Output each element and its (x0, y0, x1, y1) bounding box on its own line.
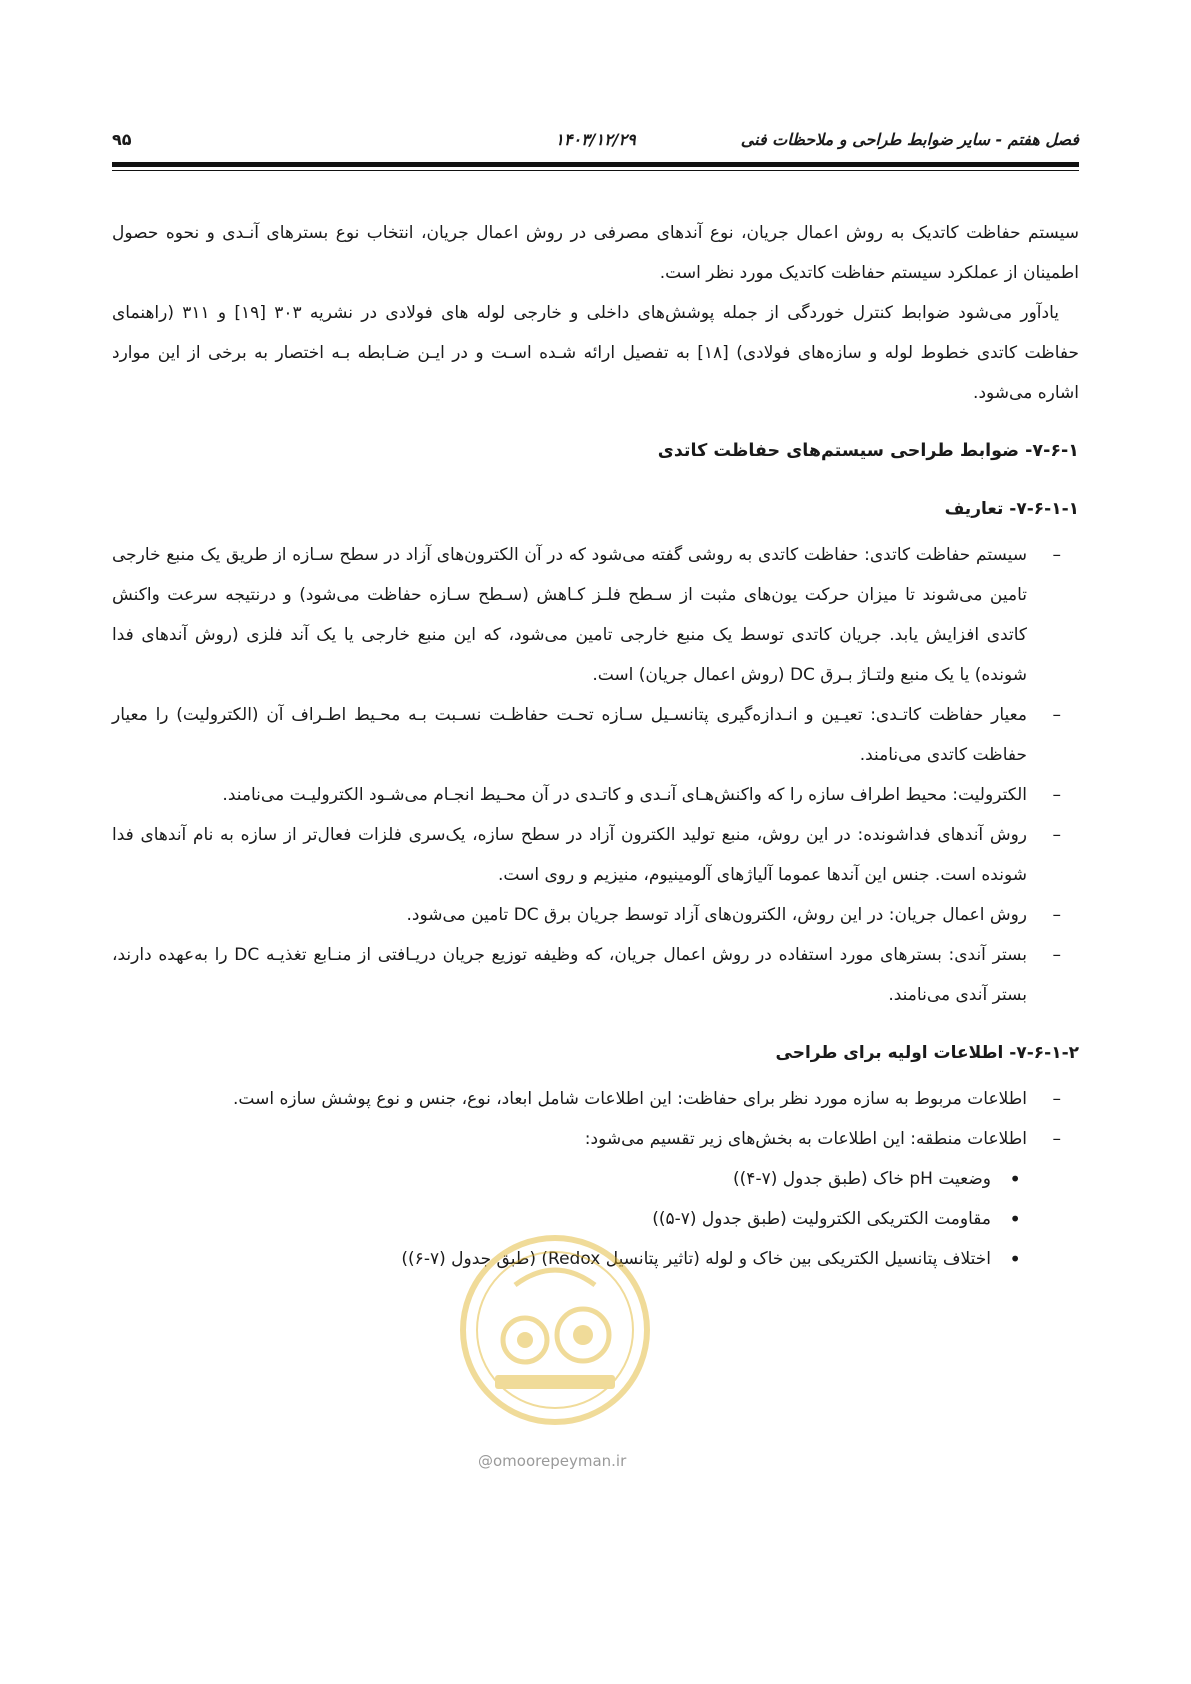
basics-list (112, 1079, 1079, 1159)
region-info-item: • وضعیت pH خاک (طبق جدول (۷-۴)) (112, 1159, 1079, 1199)
watermark-site: @omoorepeyman.ir (478, 1452, 627, 1470)
page-number: ۹۵ (112, 130, 132, 149)
definitions-list (112, 535, 1079, 1015)
basics-heading: ۷-۶-۱-۲- اطلاعات اولیه برای طراحی (775, 1043, 1079, 1063)
header-rule-thin (112, 170, 1079, 171)
region-info-list (112, 1159, 1079, 1279)
section-heading: ۷-۶-۱- ضوابط طراحی سیستم‌های حفاظت کاتدی (657, 441, 1079, 461)
definition-item: – روش اعمال جریان: در این روش، الکترون‌های آزاد توسط جریان برق DC تامین می‌شود. (112, 895, 1079, 935)
definition-item: – معیار حفاظت کاتـدی: تعیـین و انـدازه‌گیری پتانسـیل سـازه تحـت حفاظـت نسـبت بـه محـیط اطـراف آن (الکترولیت) را معیار حفاظت کاتدی می‌نامند. (112, 695, 1079, 775)
region-info-item: • مقاومت الکتریکی الکترولیت (طبق جدول (۷-۵)) (112, 1199, 1079, 1239)
definition-item: – بستر آندی: بسترهای مورد استفاده در روش اعمال جریان، که وظیفه توزیع جریان دریـافتی از منـابع تغذیـه DC را به‌عهده دارند، بستر آندی می‌نامند. (112, 935, 1079, 1015)
header-date: ۱۴۰۳/۱۲/۲۹ (555, 130, 636, 149)
definitions-heading: ۷-۶-۱-۱- تعاریف (944, 499, 1079, 519)
intro-paragraph-2: یادآور می‌شود ضوابط کنترل خوردگی از جمله پوشش‌های داخلی و خارجی لوله های فولادی در نشریه ۳۰۳ [۱۹] و ۳۱۱ (راهنمای حفاظت کاتدی خطوط لوله و سازه‌های فولادی) [۱۸] به تفصیل ارائه شـده اسـت و در ایـن ضـابطه بـه اختصار به برخی از این موارد اشاره می‌شود. (112, 303, 1079, 403)
intro-paragraph-1: سیستم حفاظت کاتدیک به روش اعمال جریان، نوع آندهای مصرفی در روش اعمال جریان، انتخاب نوع بسترهای آنـدی و نحوه حصول اطمینان از عملکرد سیستم حفاظت کاتدیک مورد نظر است. (112, 223, 1079, 283)
page-header (112, 130, 1079, 160)
basics-item: – اطلاعات مربوط به سازه مورد نظر برای حفاظت: این اطلاعات شامل ابعاد، نوع، جنس و نوع پوشش سازه است. (112, 1079, 1079, 1119)
basics-item: – اطلاعات منطقه: این اطلاعات به بخش‌های زیر تقسیم می‌شود: (112, 1119, 1079, 1159)
definition-item: – الکترولیت: محیط اطراف سازه را که واکنش‌هـای آنـدی و کاتـدی در آن محـیط انجـام می‌شـود الکترولیـت می‌نامند. (112, 775, 1079, 815)
page-content (112, 213, 1079, 1279)
definition-item: – روش آندهای فداشونده: در این روش، منبع تولید الکترون آزاد در سطح سازه، یک‌سری فلزات فعال‌تر از سازه به نام آندهای فدا شونده است. جنس این آندها عموما آلیاژهای آلومینیوم، منیزیم و روی است. (112, 815, 1079, 895)
definition-item: – سیستم حفاظت کاتدی: حفاظت کاتدی به روشی گفته می‌شود که در آن الکترون‌های آزاد در سطح سـازه از طریق یک منبع خارجی تامین می‌شوند تا میزان حرکت یون‌های مثبت از سـطح فلـز کـاهش (سـطح سـازه حفاظت می‌شود) و درنتیجه سرعت واکنش کاتدی افزایش یابد. جریان کاتدی توسط یک منبع خارجی تامین می‌شود، که این منبع خارجی یا یک آند فلزی (روش آندهای فدا شونده) یا یک منبع ولتـاژ بـرق DC (روش اعمال جریان) است. (112, 535, 1079, 695)
region-info-item: • اختلاف پتانسیل الکتریکی بین خاک و لوله (تاثیر پتانسیل Redox) (طبق جدول (۷-۶)) (112, 1239, 1079, 1279)
chapter-title: فصل هفتم - سایر ضوابط طراحی و ملاحظات فنی (740, 130, 1079, 149)
header-rule-thick (112, 162, 1079, 167)
